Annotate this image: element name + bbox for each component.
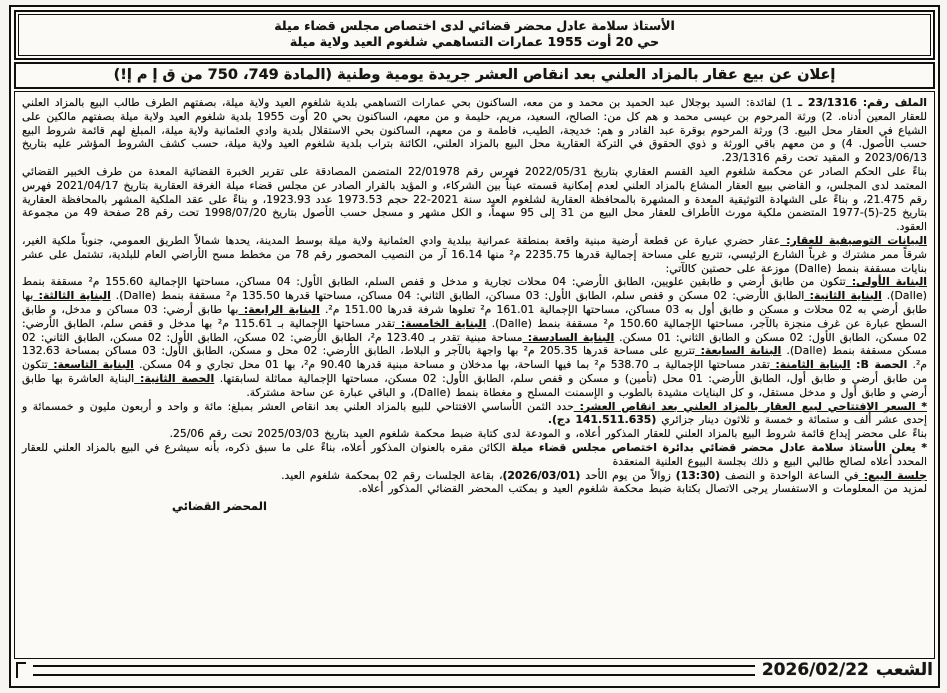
letterhead-box	[14, 10, 935, 60]
text-segment: الملف رقم: 23/1316 ـ	[792, 96, 927, 109]
section-heading: البناية الثالثة:	[33, 289, 111, 303]
body-paragraphs	[22, 96, 927, 496]
text-segment: تتكون من طابق أرضي و طابقين علويين، الطابق الأرضي: 04 محلات تجارية و مدخل و قفص السلم، الطابق الأول: 04 مساكن، مساحتها الإجمالية 155.60 م² مسقفة بنمط (Dalle).	[22, 275, 927, 303]
letterhead-inner-box	[18, 14, 931, 56]
footer-double-rule	[33, 665, 755, 676]
section-heading: البناية السادسة:	[522, 330, 615, 344]
text-segment: في الساعة الواحدة و النصف	[720, 468, 859, 482]
body-paragraph	[22, 469, 927, 483]
page-frame	[9, 5, 940, 688]
footer-endcap-mark	[16, 662, 26, 678]
section-heading: البناية الخامسة:	[395, 316, 487, 330]
body-paragraph	[22, 234, 927, 275]
text-segment: (141.511.635 دج).	[547, 413, 657, 427]
notice-title: إعلان عن بيع عقار بالمزاد العلني بعد انقاص العشر جريدة يومية وطنية (المادة 749، 750 من ق إ م إ!)	[14, 62, 935, 89]
section-heading: البناية الرابعة:	[238, 302, 320, 316]
section-heading: * السعر الافتتاحي لبيع العقار بالمزاد العلني بعد انقاص العشر:	[573, 399, 927, 413]
text-segment: مساحة مبنية تقدر بـ 123.40 م²، الطابق الأرضي: 02 مسكن، الطابق الأول: 02 مسكن، الطابق الثاني: 02 مسكن مسقفة بنمط (Dalle).	[22, 330, 927, 358]
publication-date: 2026/02/22	[761, 660, 869, 680]
body-paragraph	[22, 427, 927, 441]
text-segment: * يعلن الأستاذ سلامة عادل محضر قضائي بدائرة اختصاص مجلس قضاء ميلة	[505, 440, 927, 454]
text-segment: زوالاً من يوم الأحد	[580, 468, 676, 482]
text-segment: البناية العاشرة بها طابق أرضي و طابق أول و مدخل مستقل، و كل البنايات مشيدة بالطوب و الإسمنت المسلح و مغطاة بنمط (Dalle)، و الباقي عبارة عن ساحة مشتركة.	[22, 371, 927, 399]
bailiff-name-line: الأستاذ سلامة عادل محضر قضائي لدى اختصاص مجلس قضاء ميلة	[274, 18, 675, 33]
section-heading: جلسة البيع:	[858, 468, 927, 482]
signature-label: المحضر القضائي	[172, 499, 267, 514]
newspaper-footer	[16, 658, 933, 682]
bailiff-address-line: حي 20 أوت 1955 عمارات التساهمي شلغوم العيد ولاية ميلة	[289, 34, 660, 49]
text-segment: حدد الثمن الأساسي الافتتاحي للبيع بالمزاد العلني بعد انقاص العشر بمبلغ: مائة و واحد و أربعون مليون و خمسمائة و إحدى عشر ألف و ستمائة و خمسة و ثلاثون دينار جزائري	[22, 399, 927, 427]
text-segment: الكائن مقره بالعنوان المذكور أعلاه، بناءً على ما سبق ذكره، بأنه سيشرع في البيع بالمزاد العلني للعقار المحدد أعلاه لصالح طالبي البيع و ذلك بجلسة البيوع العلنية المنعقدة	[22, 440, 927, 468]
text-segment: الحصة B:	[850, 358, 908, 372]
body-paragraph	[22, 441, 927, 469]
text-segment: عقار حضري عبارة عن قطعة أرضية مبنية واقعة بمنطقة عمرانية ببلدية وادي العثمانية ولاية ميلة بوسط المدينة، يحدها شمالاً الطريق العمومي، جنوباً ملكية الغير، شرقاً ممر مشترك و غرباً الشارع الرئيسي، تتربع على مساحة إجمالية قدرها 2235.75 م² منها 16.14 آر من النصيب المحصور رقم 78 من مخطط مسح الأراضي العام للبلدية، تشتمل على عشر بنايات مسقفة بنمط (Dalle) موزعة على حصتين كالآتي:	[22, 233, 927, 275]
body-paragraph	[22, 400, 927, 428]
body-paragraph	[22, 482, 927, 496]
text-segment: ، بقاعة الجلسات رقم 02 بمحكمة شلغوم العيد.	[281, 468, 503, 482]
section-heading: البناية الثانية:	[804, 289, 882, 303]
text-segment: لمزيد من المعلومات و الاستفسار يرجى الاتصال بكتابة ضبط محكمة شلغوم العيد و بمكتب المحضر القضائي المذكور أعلاه.	[358, 482, 927, 496]
text-segment: تقدر مساحتها الإجمالية بـ 115.61 م² بها مدخل و قفص سلم، الطابق الأرضي: 02 مسكن، الطابق الأول: 02 مسكن و الطابق الثاني: 01 مسكن.	[22, 316, 927, 344]
text-segment: (13:30)	[675, 468, 721, 482]
section-heading: البيانات التوصيفية للعقار:	[780, 233, 927, 247]
section-heading: البناية الأولى:	[845, 275, 927, 289]
body-paragraph	[22, 96, 927, 165]
text-segment: تتكون من طابق أرضي و طابق أول، الطابق الأرضي: 01 محل (تأمين) و مسكن و قفص سلم، الطابق الأول: 02 مسكن، مساحتها الإجمالية مماثلة لسابقتها.	[22, 358, 927, 385]
text-segment: (2026/03/01)	[502, 468, 581, 482]
newspaper-name: الشعب	[875, 660, 933, 680]
text-segment: 1) لفائدة: السيد بوجلال عبد الحميد بن محمد و من معه، الساكنون بحي عمارات التساهمي بلدية شلغوم العيد ولاية ميلة، بصفتهم الطرف طالب البيع بالمزاد العلني للعقار المعين أدناه. 2) ورثة المرحوم بن عيسى محمد و هم كل من: الصالح، السعيد، مريم، حليمة و من معهم، الساكنون بحي 20 أوت 1955 بلدية شلغوم العيد ولاية ميلة بصفتهم مالكين على الشياع في العقار محل البيع. 3) ورثة المرحوم بوقرة عبد القادر و هم: خديجة، الطيب، فاطمة و من معهم، الساكنون بحي الاستقلال بلدية وادي العثمانية ولاية ميلة، المبلغ لهم قائمة شروط البيع حسب الأصول. 4) و من معهم باقي الورثة و ذوي الحقوق في التركة العقارية محل البيع بالمزاد العلني، الكائنة بتراب بلدية شلغوم العيد ولاية ميلة، حسب كشف الشروط المؤشر عليه بتاريخ 2023/06/13 و المقيد تحت رقم 23/1316.	[22, 96, 928, 165]
body-paragraph	[22, 275, 927, 399]
section-heading: البناية السابعة:	[695, 344, 782, 358]
section-heading: البناية الثامنة:	[769, 358, 851, 372]
text-segment: تتربع على مساحة قدرها 205.35 م² بها واجهة بالآجر و البلاط، الطابق الأرضي: 02 محل و مسكن، الطابق الأول: 03 مساكن بمساحة 132.63 م².	[22, 344, 927, 372]
text-segment: بها طابق أرضي: 03 مساكن و مدخل، و طابق السطح عبارة عن غرف منجزة بالآجر، مساحتها الإجمالية 150.60 م² مسقفة بنمط (Dalle).	[22, 302, 927, 330]
text-segment: بناءً على محضر إيداع قائمة شروط البيع بالمزاد العلني للعقار المذكور أعلاه، و المودعة لدى كتابة ضبط محكمة شلغوم العيد بتاريخ 2025/03/03 تحت رقم 25/06.	[169, 427, 927, 441]
notice-body	[14, 91, 935, 659]
text-segment: الطابق الأرضي: 02 مسكن و قفص سلم، الطابق الأول: 03 مساكن، الطابق الثاني: 04 مساكن، مساحتها قدرها 135.50 م² مسقفة بنمط (Dalle).	[110, 289, 805, 303]
section-heading: الحصة الثانية:	[134, 371, 215, 385]
text-segment: بها طابق أرضي به 02 محلات و مسكن و طابق أول به 03 مساكن، مساحتها الإجمالية 161.01 م² تعلوها شرفة قدرها 151.00 م².	[22, 289, 927, 316]
text-segment: بناءً على الحكم الصادر عن محكمة شلغوم العيد القسم العقاري بتاريخ 2022/05/31 فهرس رقم 22/01978 المتضمن المصادقة على تقرير الخبرة القضائية المعدة من طرف الخبير القضائي المعتمد لدى المجلس، و القاضي ببيع العقار المشاع بالمزاد العلني لعدم إمكانية قسمته عيناً بين الشركاء، و المؤيد بالقرار الصادر عن مجلس قضاء ميلة الغرفة العقارية بتاريخ 2021/04/17 فهرس رقم 21.475، و بناءً على الشهادة التوثيقية المعدة و المشهرة بالمحافظة العقارية لشلغوم العيد سنة 2021-22 حجم 1973.53 عدد 1923.93، و بناءً على عقد الملكية المشهر بالمحافظة العقارية بتاريخ 25-(5)-1977 المتضمن ملكية مورث الأطراف للعقار محل البيع من 31 إلى 95 سهماً، و الكل مشهر و مسجل حسب الأصول بتاريخ 1998/07/20 تحت رقم 28 صفحة 49 من مجموعة العقود.	[22, 164, 928, 234]
body-paragraph	[22, 165, 927, 234]
section-heading: البناية التاسعة:	[47, 358, 134, 372]
text-segment: تقدر مساحتها الإجمالية بـ 538.70 م² بما فيها الساحة، بها مدخلان و مساحة مبنية قدرها 90.40 م²، بها 01 محل تجاري و 04 مسكن.	[133, 358, 770, 372]
